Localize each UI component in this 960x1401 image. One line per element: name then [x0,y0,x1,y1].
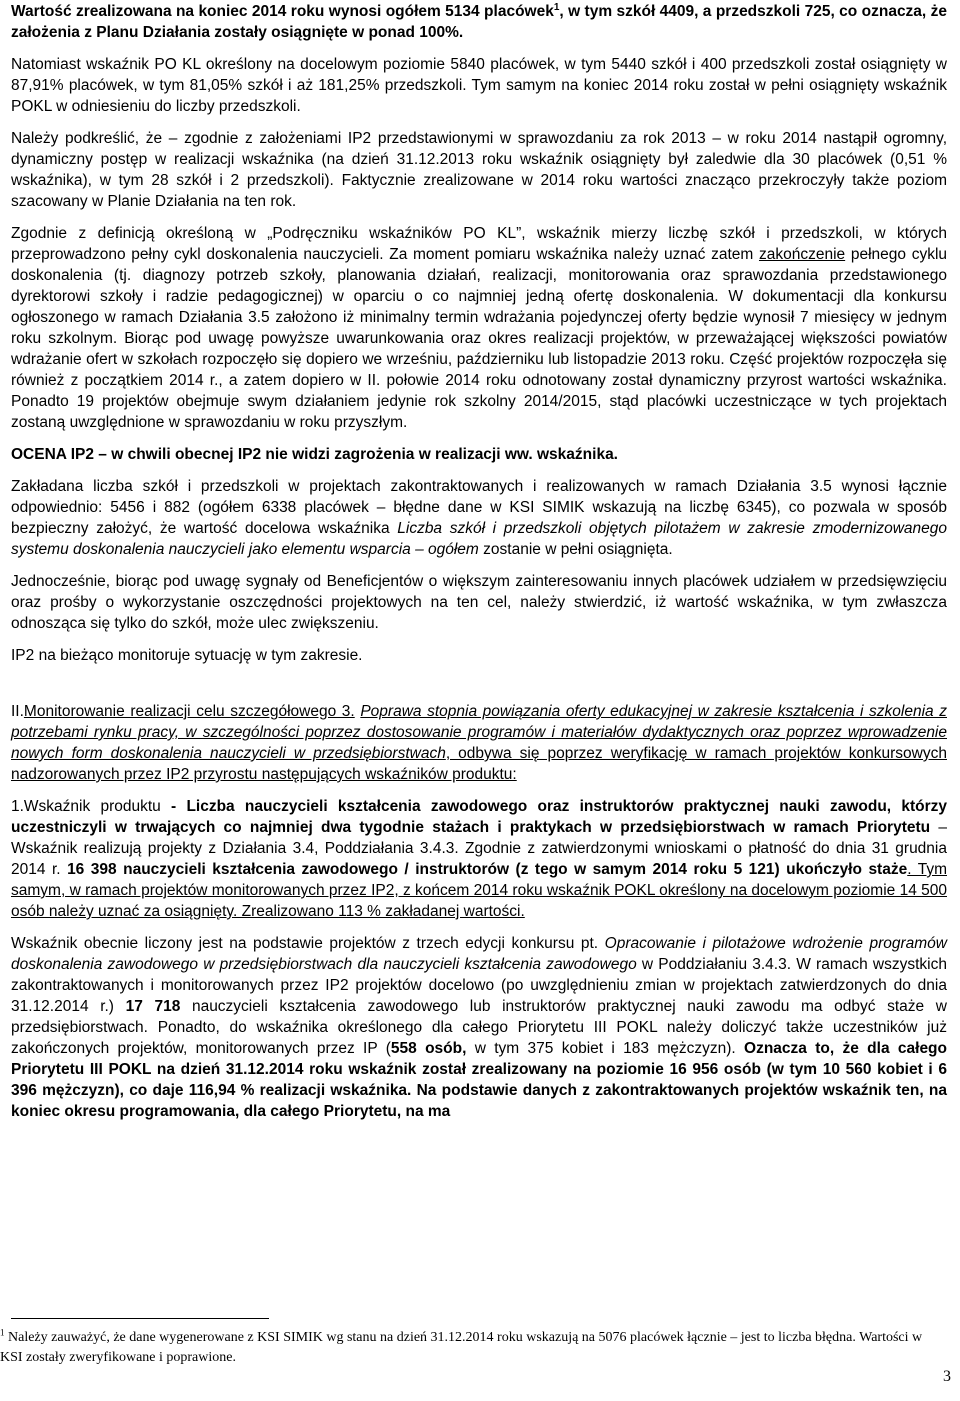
spacer [11,677,947,701]
text-run: pełnego cyklu doskonalenia (tj. diagnozy potrzeb szkoły, planowania działań, realizacji, monitorowania oraz sprawozdania przedstawionego dyrektorowi szkoły i radzie pedagogicznej) w oparciu o co najmniej jedną ofertę doskonalenia. W dokumentacji dla konkursu ogłoszonego w ramach Działania 3.5 założono iż minimalny termin wdrażania pojedynczej oferty będzie wynosił 7 miesięcy w jednym roku szkolnym. Biorąc pod uwagę powyższe uwarunkowania oraz okres realizacji projektów, w przeważającej większości powiatów wdrażanie ofert w szkołach rozpoczęło się dopiero we wrześniu, październiku lub listopadzie 2013 roku. Część projektów rozpoczęła się również z początkiem 2014 r., a zatem dopiero w II. połowie 2014 roku odnotowany został dynamiczny przyrost wartości wskaźnika. Ponadto 19 projektów obejmuje swym działaniem jedynie rok szkolny 2014/2015, stąd placówki uczestniczące w tych projektach zostaną uwzględnione w sprawozdaniu w roku przyszłym. [11,246,948,431]
paragraph-pokl-indicator: Natomiast wskaźnik PO KL określony na docelowym poziomie 5840 placówek, w tym 5440 szkół i 400 przedszkoli został osiągnięty w 87,91% placówek, w tym 81,05% szkół i aż 181,25% przedszkoli. Tym samym na koniec 2014 roku został w pełni osiągnięty wskaźnik POKL w odniesieniu do liczby przedszkoli. [11,56,947,115]
text-run: w Poddziałaniu 3.4.3. W ramach wszystkich zakontraktowanych i monitorowanych przez IP2 projektów docelowo (po uwzględnieniu zmian w projektach zatwierdzonych do dnia 31.12.2014 r.) [11,956,948,1015]
footnote-marker: 1 [0,1327,5,1338]
bold-text: Oznacza to, że dla całego Priorytetu III POKL na dzień 31.12.2014 roku wskaźnik został zrealizowany na poziomie 16 956 osób (w tym 10 560 kobiet i 6 396 mężczyzn), co daje 116,94 % realizacji wskaźnika. Na podstawie danych z zakontraktowanych projektów wskaźnik ten, na koniec okresu programowania, dla całego Priorytetu, na ma [11,1040,947,1120]
text-run: 1.Wskaźnik produktu [11,798,172,815]
footnote-ref[interactable]: 1 [553,1,560,13]
indicator-name: - Liczba nauczycieli kształcenia zawodowego oraz instruktorów praktycznej nauki zawodu, którzy uczestniczyli w trwających co najmniej dwa tygodnie stażach i praktykach w przedsiębiorstwach w ramach Priorytetu [11,798,947,836]
bold-text: 558 osób, [390,1040,467,1057]
paragraph-definition [11,223,947,433]
section-number: II. [11,703,24,720]
text-run: Wartość zrealizowana na koniec 2014 roku wynosi ogółem 5134 placówek [11,3,554,20]
section-goal-italic: Poprawa stopnia powiązania oferty edukacyjnej w zakresie kształcenia i szkolenia z potrzebami rynku pracy, w szczególności poprzez dostosowanie programów i materiałów dydaktycznych oraz poprzez wprowadzenie nowych form doskonalenia nauczycieli w przedsiębiorstwach [11,703,947,762]
italic-text: Opracowanie i pilotażowe wdrożenie programów doskonalenia zawodowego w przedsiębiorstwach dla nauczycieli kształcenia zawodowego [11,935,947,973]
paragraph-section-ii [11,701,947,785]
text-run: Zakładana liczba szkół i przedszkoli w projektach zakontraktowanych i realizowanych w ramach Działania 3.5 wynosi łącznie odpowiednio: 5456 i 882 (ogółem 6338 placówek – błędne dane w KSI SIMIK wskazują na liczbę 6345), co pozwala w sposób bezpieczny założyć, że wartość docelowa wskaźnika [11,478,947,537]
paragraph-assumed-count [11,476,947,560]
assessment-heading: OCENA IP2 – w chwili obecnej IP2 nie widzi zagrożenia w realizacji ww. wskaźnika. [11,446,618,463]
section-title: Monitorowanie realizacji celu szczegółowego 3. [23,703,355,720]
bold-text: 16 398 nauczycieli kształcenia zawodowego / instruktorów (z tego w samym 2014 roku 5 121) ukończyło staże [67,861,908,878]
underlined-text: . Tym samym, w ramach projektów monitorowanych przez IP2, z końcem 2014 roku wskaźnik POKL określony na docelowym poziomie 14 500 osób należy uznać za osiągnięty. Zrealizowano 113 % zakładanej wartości. [11,861,947,920]
paragraph-beneficiaries: Jednocześnie, biorąc pod uwagę sygnały od Beneficjentów o większym zainteresowaniu innych placówek udziałem w przedsięwzięciu oraz prośby o wykorzystanie oszczędności projektowych na ten cel, należy stwierdzić, iż wartość wskaźnika, w tym zwłaszcza odnosząca się tylko do szkół, może ulec zwiększeniu. [11,573,947,632]
text-run: zostanie w pełni osiągnięta. [478,541,673,558]
page-number: 3 [943,1368,951,1385]
text-run: , odbywa się poprzez weryfikację w ramach projektów konkursowych nadzorowanych przez IP2 przyrostu następujących wskaźników produktu: [11,745,947,783]
text-run: nauczycieli kształcenia zawodowego lub instruktorów praktycznej nauki zawodu ma odbyć staże w przedsiębiorstwach. Ponadto, do wskaźnika określonego dla całego Priorytetu III POKL należy doliczyć także uczestników już zakończonych projektów, monitorowanych przez IP ( [11,998,947,1057]
underlined-text: zakończenie [758,246,846,263]
paragraph-indicator-1 [11,796,947,922]
text-run: w tym 375 kobiet i 183 mężczyzn). [466,1040,745,1057]
bold-text: 17 718 [125,998,181,1015]
paragraph-assessment [11,444,947,465]
text-run: Wskaźnik obecnie liczony jest na podstawie projektów z trzech edycji konkursu pt. [11,935,605,952]
paragraph-monitoring: IP2 na bieżąco monitoruje sytuację w tym zakresie. [11,647,363,664]
text-run: Zgodnie z definicją określoną w „Podręczniku wskaźników PO KL”, wskaźnik mierzy liczbę szkół i przedszkoli, w których przeprowadzono pełny cykl doskonalenia nauczycieli. Za moment pomiaru wskaźnika należy uznać zatem [11,225,947,263]
text-run: , w tym szkół 4409, a przedszkoli 725, co oznacza, że założenia z Planu Działania zostały osiągnięte w ponad 100%. [11,3,947,41]
paragraph-summary [11,1,947,43]
text-run: – Wskaźnik realizują projekty z Działania 3.4, Poddziałania 3.4.3. Zgodnie z zatwierdzonymi wnioskami o płatność do dnia 31 grudnia 2014 r. [11,819,947,878]
footnote-text: Należy zauważyć, że dane wygenerowane z KSI SIMIK wg stanu na dzień 31.12.2014 roku wskazują na 5076 placówek łącznie – jest to liczba błędna. Wartości w KSI zostały zweryfikowane i poprawione. [0,1330,923,1365]
footnote-separator [11,1318,269,1319]
paragraph-indicator-calculation [11,933,947,1122]
paragraph-progress-2014: Należy podkreślić, że – zgodnie z założeniami IP2 przedstawionymi w sprawozdaniu za rok 2013 – w roku 2014 nastąpił ogromny, dynamiczny postęp w realizacji wskaźnika (na dzień 31.12.2013 roku wskaźnik osiągnięty był zaledwie dla 30 placówek (0,51 % wskaźnika), w tym 28 szkół i 2 przedszkoli). Faktycznie zrealizowane w 2014 roku wartości znacząco przekroczyły także poziom szacowany w Planie Działania na ten rok. [11,130,947,210]
italic-text: Liczba szkół i przedszkoli objętych pilotażem w zakresie zmodernizowanego systemu doskonalenia nauczycieli jako elementu wsparcia – ogółem [11,520,947,558]
footnote [0,1328,936,1368]
summary-bold [11,3,947,41]
